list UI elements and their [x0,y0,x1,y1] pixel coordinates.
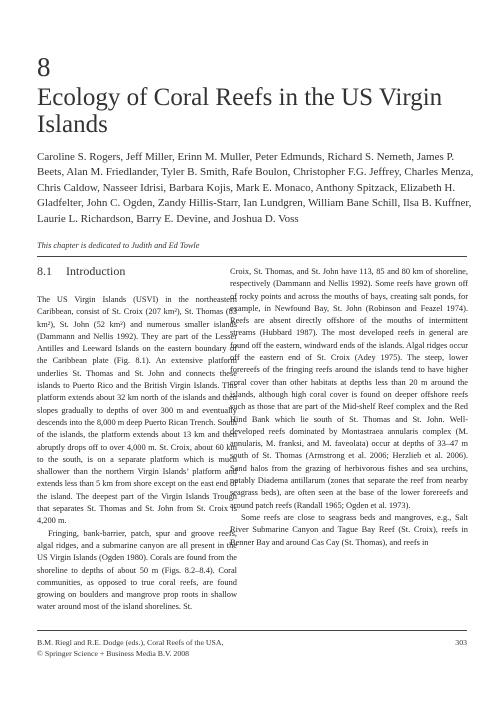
text-column-left [37,294,237,614]
chapter-number: 8 [37,52,51,82]
chapter-title: Ecology of Coral Reefs in the US Virgin Islands [37,84,443,138]
section-number: 8.1 [37,264,52,278]
paragraph: Fringing, bank-barrier, patch, spur and groove reefs, algal ridges, and a submarine canyon are all present in the US Virgin Islands (Ogden 1980). Corals are found from the shoreline to depths of about 50 m (Figs. 8.2–8.4). Coral communities, as opposed to true coral reefs, are found growing on boulders and mangrove prop roots in shallow water around most of the island shorelines. St. [37,528,237,612]
page-footer [37,637,467,659]
section-title: Introduction [66,264,126,278]
section-heading [37,264,125,279]
citation-line: B.M. Riegl and R.E. Dodge (eds.), Coral Reefs of the USA, [37,638,224,647]
dedication: This chapter is dedicated to Judith and Ed Towle [37,241,200,250]
section-divider [37,256,467,257]
paragraph: The US Virgin Islands (USVI) in the northeastern Caribbean, consist of St. Croix (207 km²), St. Thomas (83 km²), St. John (52 km²) and numerous smaller islands (Dammann and Nellis 1992). They are part of the Lesser Antilles and Leeward Islands on the eastern boundary of the Caribbean plate (Fig. 8.1). An extensive platform underlies St. Thomas and St. John and connects these islands to Puerto Rico and the British Virgin Islands. This platform extends about 32 km north of the islands and then slopes gradually to depths of over 300 m and eventually descends into the 8,000 m deep Puerto Rican Trench. South of the islands, the platform extends about 13 km and then abruptly drops off to over 4,000 m. St. Croix, about 60 km to the south, is on a separate platform which is much shallower than the northern Virgin Islands’ platform and extends less than 5 km from shore except on the east end of the island. The deepest part of the Virgin Islands Trough that separates St. Thomas and St. John from St. Croix is 4,200 m. [37,295,237,526]
footer-divider [37,630,467,631]
page-number: 303 [455,638,467,647]
copyright-line: © Springer Science + Business Media B.V. 2008 [37,649,190,658]
author-list: Caroline S. Rogers, Jeff Miller, Erinn M. Muller, Peter Edmunds, Richard S. Nemeth, James P. Beets, Alan M. Friedlander, Tyler B. Smith, Rafe Boulon, Christopher F.G. Jeffrey, Charles Menza, Chris Caldow, Nasseer Idrisi, Barbara Kojis, Mark E. Monaco, Anthony Spitzack, Elizabeth H. Gladfelter, John C. Ogden, Zandy Hillis-Starr, Ian Lundgren, William Bane Schill, Ilsa B. Kuffner, Laurie L. Richardson, Barry E. Devine, and Joshua D. Voss [37,151,474,225]
paragraph: Croix, St. Thomas, and St. John have 113, 85 and 80 km of shoreline, respectively (Dammann and Nellis 1992). Some reefs have grown off of rocky points and across the mouths of bays, creating salt ponds, for example, in Newfound Bay, St. John (Robinson and Feazel 1974). Reefs are absent directly offshore of the mouths of intermittent streams (Hubbard 1987). The most developed reefs in general are found off the eastern, windward ends of the islands. Algal ridges occur off the eastern end of St. Croix (Adey 1975). The steep, lower forereefs of the fringing reefs around the islands tend to have higher coral cover than other habitats at depths less than 20 m around the islands, although high coral cover is found on deeper offshore reefs such as those that are part of the Mid-shelf Reef complex and the Red Hind Bank which lie south of St. Thomas and St. John. Well-developed reefs dominated by Montastraea annularis complex (M. annularis, M. franksi, and M. faveolata) occur at depths of 33–47 m south of St. Thomas (Armstrong et al. 2006; Herzlieb et al. 2006). Sand halos from the grazing of herbivorous fishes and sea urchins, notably Diadema antillarum (zones that separate the reef from nearby seagrass beds), are often seen at the base of the lower forereefs and around patch reefs (Randall 1965; Ogden et al. 1973). [230,267,468,510]
paragraph: Some reefs are close to seagrass beds and mangroves, e.g., Salt River Submarine Canyon and Tague Bay Reef (St. Croix), reefs in Benner Bay and around Cas Cay (St. Thomas), and reefs in [230,512,468,547]
text-column-right [230,266,468,549]
